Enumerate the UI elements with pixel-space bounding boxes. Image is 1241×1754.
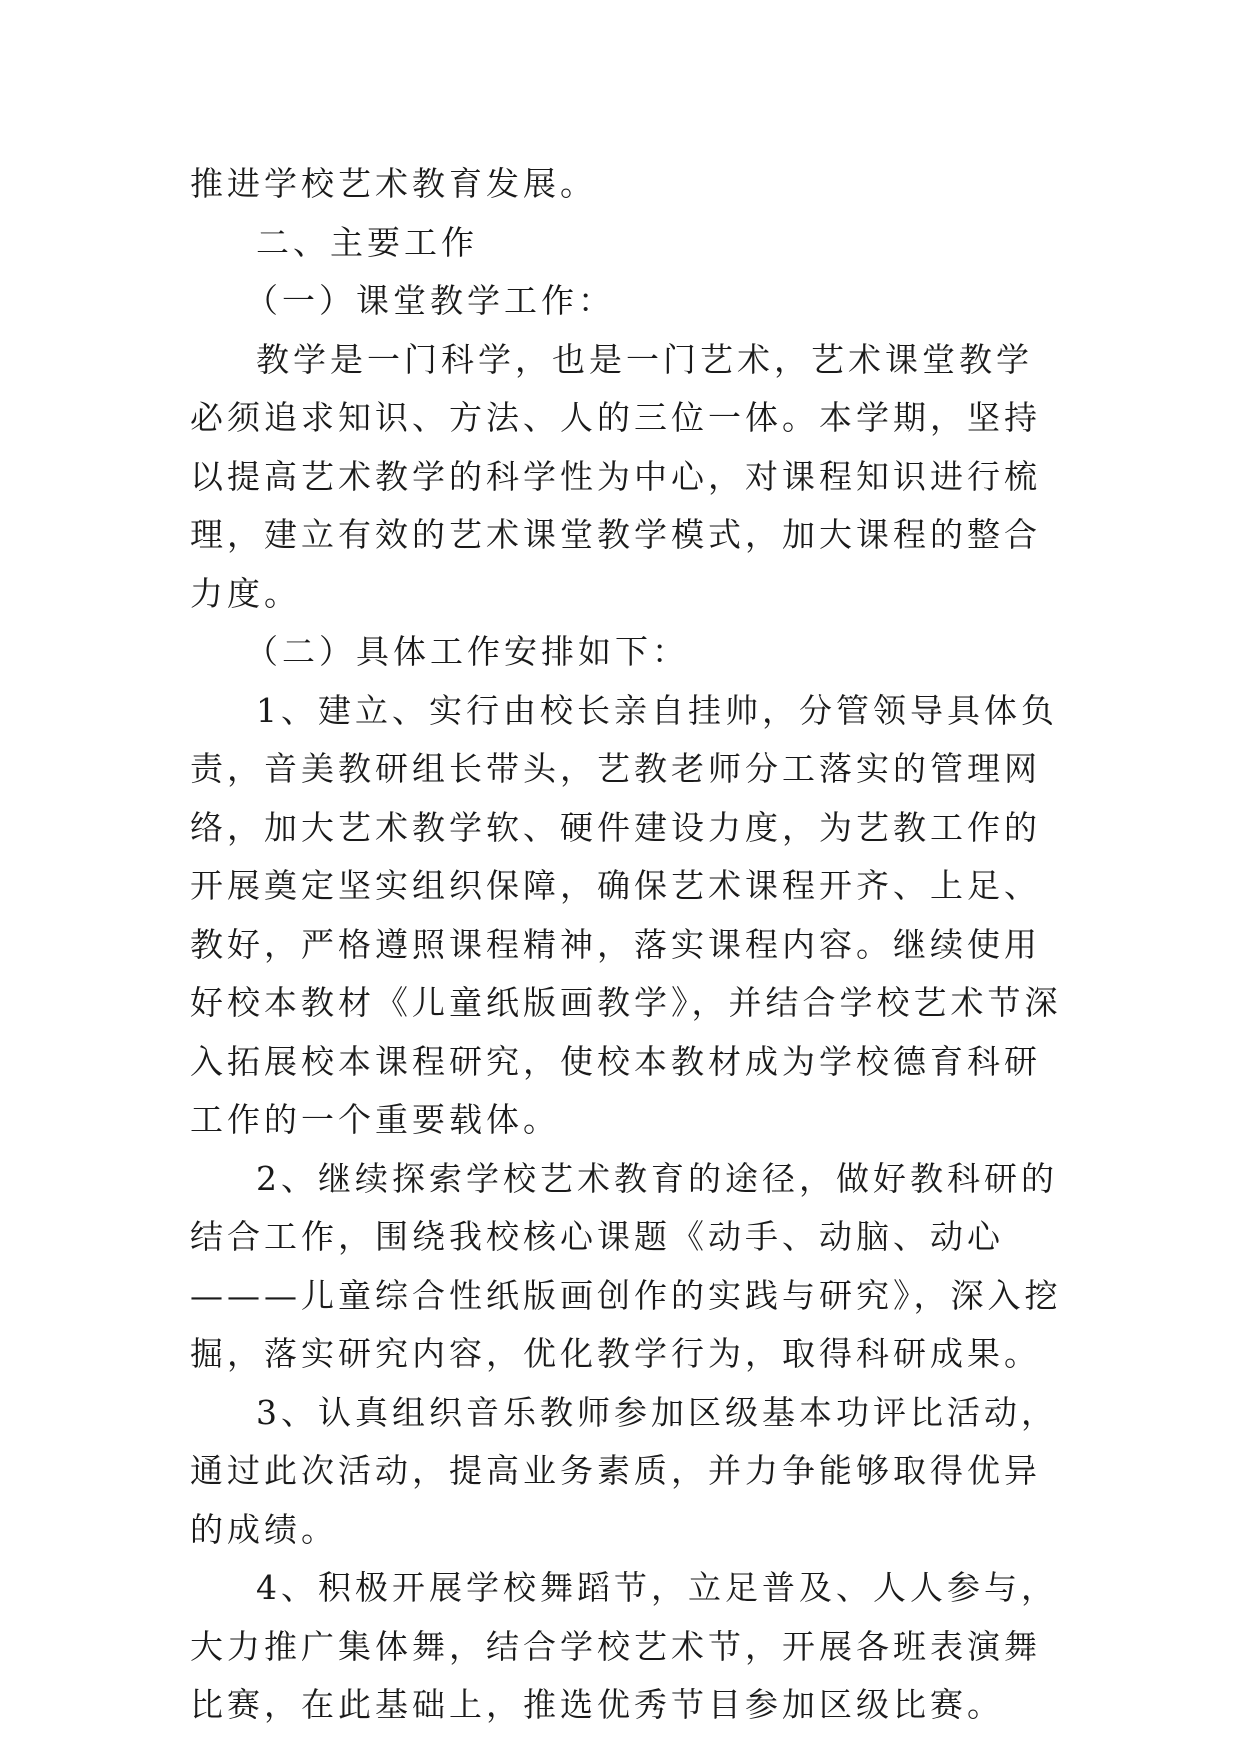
document-body	[190, 155, 1065, 1735]
paragraph-item-4: 4、积极开展学校舞蹈节，立足普及、人人参与，大力推广集体舞，结合学校艺术节，开展各班表演舞比赛，在此基础上，推选优秀节目参加区级比赛。	[190, 1568, 1058, 1724]
section-heading-main-work: 二、主要工作	[256, 222, 478, 262]
subsection-heading-work-arrangement: （二）具体工作安排如下：	[245, 632, 689, 671]
paragraph-item-2: 2、继续探索学校艺术教育的途径，做好教科研的结合工作，围绕我校核心课题《动手、动脑、动心———儿童综合性纸版画创作的实践与研究》，深入挖掘，落实研究内容，优化教学行为，取得科研成果。	[190, 1158, 1062, 1373]
paragraph-item-1: 1、建立、实行由校长亲自挂帅，分管领导具体负责，音美教研组长带头，艺教老师分工落实的管理网络，加大艺术教学软、硬件建设力度，为艺教工作的开展奠定坚实组织保障，确保艺术课程开齐、上足、教好，严格遵照课程精神，落实课程内容。继续使用好校本教材《儿童纸版画教学》，并结合学校艺术节深入拓展校本课程研究，使校本教材成为学校德育科研工作的一个重要载体。	[190, 690, 1062, 1139]
subsection-heading-classroom-teaching: （一）课堂教学工作：	[245, 281, 615, 320]
paragraph-teaching-science-art: 教学是一门科学，也是一门艺术，艺术课堂教学必须追求知识、方法、人的三位一体。本学期，坚持以提高艺术教学的科学性为中心，对课程知识进行梳理，建立有效的艺术课堂教学模式，加大课程的整合力度。	[190, 339, 1041, 613]
paragraph-item-3: 3、认真组织音乐教师参加区级基本功评比活动，通过此次活动，提高业务素质，并力争能够取得优异的成绩。	[190, 1392, 1058, 1549]
paragraph-continuation: 推进学校艺术教育发展。	[190, 164, 597, 203]
